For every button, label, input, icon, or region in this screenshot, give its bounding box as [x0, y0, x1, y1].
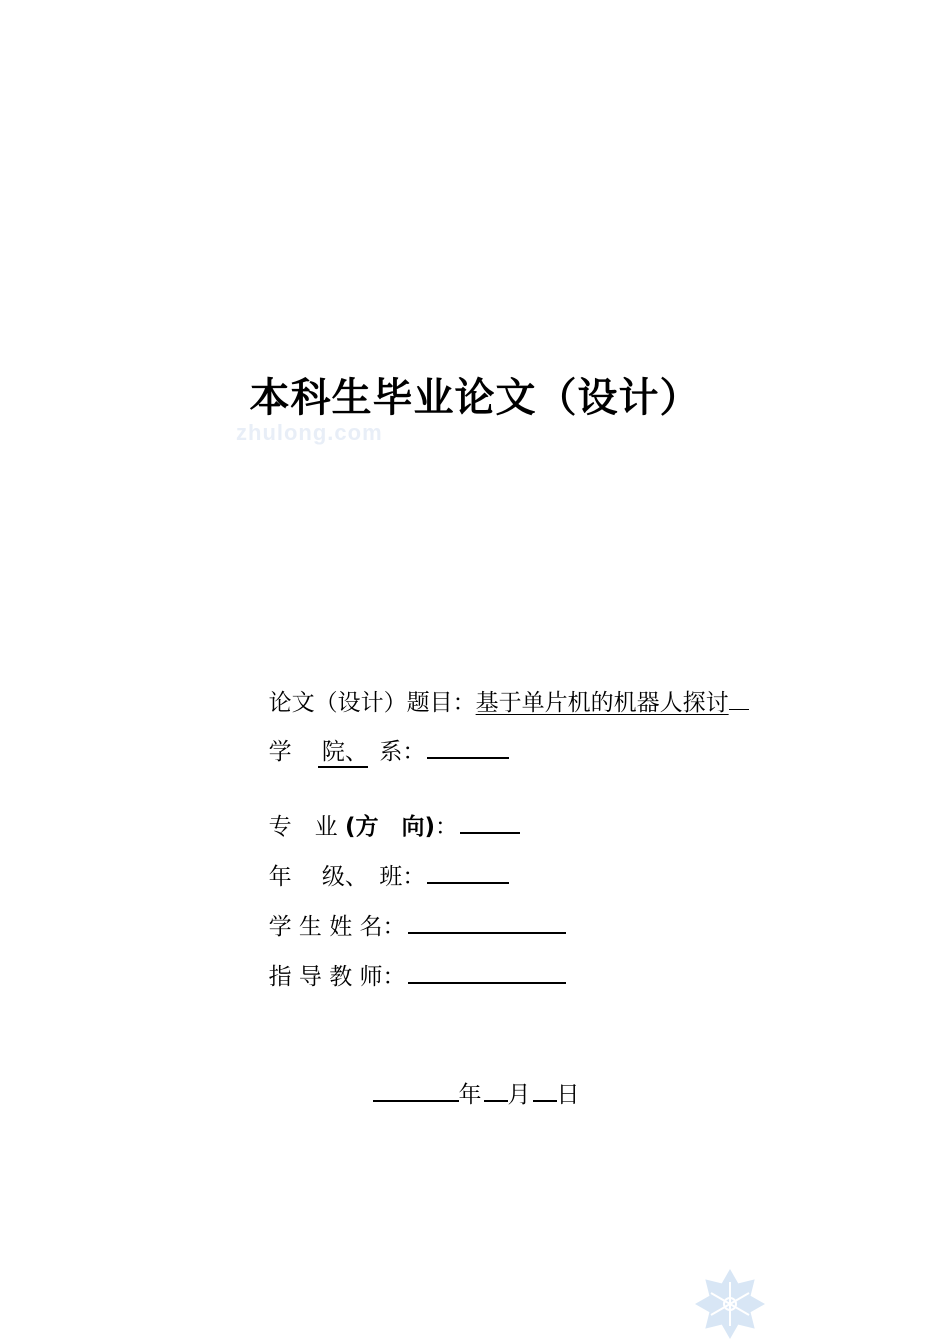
watermark: zhulong.com: [236, 420, 383, 445]
major-colon: ：: [434, 814, 458, 840]
topic-value: [476, 690, 729, 716]
day-label: 日: [556, 1082, 580, 1108]
department-continuation-blank[interactable]: [318, 766, 368, 768]
advisor-label: 指 导 教 师：: [268, 964, 406, 990]
grade-label: 年 级、 班：: [268, 864, 426, 890]
year-blank[interactable]: [373, 1080, 459, 1102]
thesis-title: 本科生毕业论文（设计）: [249, 375, 701, 421]
topic-underline-tail: [729, 687, 749, 710]
year-label: 年: [458, 1082, 482, 1108]
month-label: 月: [507, 1082, 531, 1108]
month-blank[interactable]: [484, 1080, 508, 1102]
topic-label: 论文（设计）题目：: [268, 690, 476, 716]
department-row: [254, 707, 509, 767]
department-label: 学 院、 系：: [268, 739, 426, 765]
student-blank[interactable]: [408, 912, 566, 934]
day-blank[interactable]: [533, 1080, 557, 1102]
topic-value-text: 基于单片机的机器人探讨: [475, 690, 729, 716]
grade-blank[interactable]: [427, 862, 509, 884]
advisor-row: [254, 932, 566, 992]
snowflake-logo-icon: [694, 1268, 766, 1340]
student-label: 学 生 姓 名：: [268, 914, 406, 940]
date-row: [0, 1080, 950, 1110]
advisor-blank[interactable]: [408, 962, 566, 984]
major-direction-label: (方 向): [344, 814, 435, 840]
major-blank[interactable]: [460, 812, 520, 834]
department-blank[interactable]: [427, 737, 509, 759]
major-label: 专 业: [268, 814, 338, 840]
